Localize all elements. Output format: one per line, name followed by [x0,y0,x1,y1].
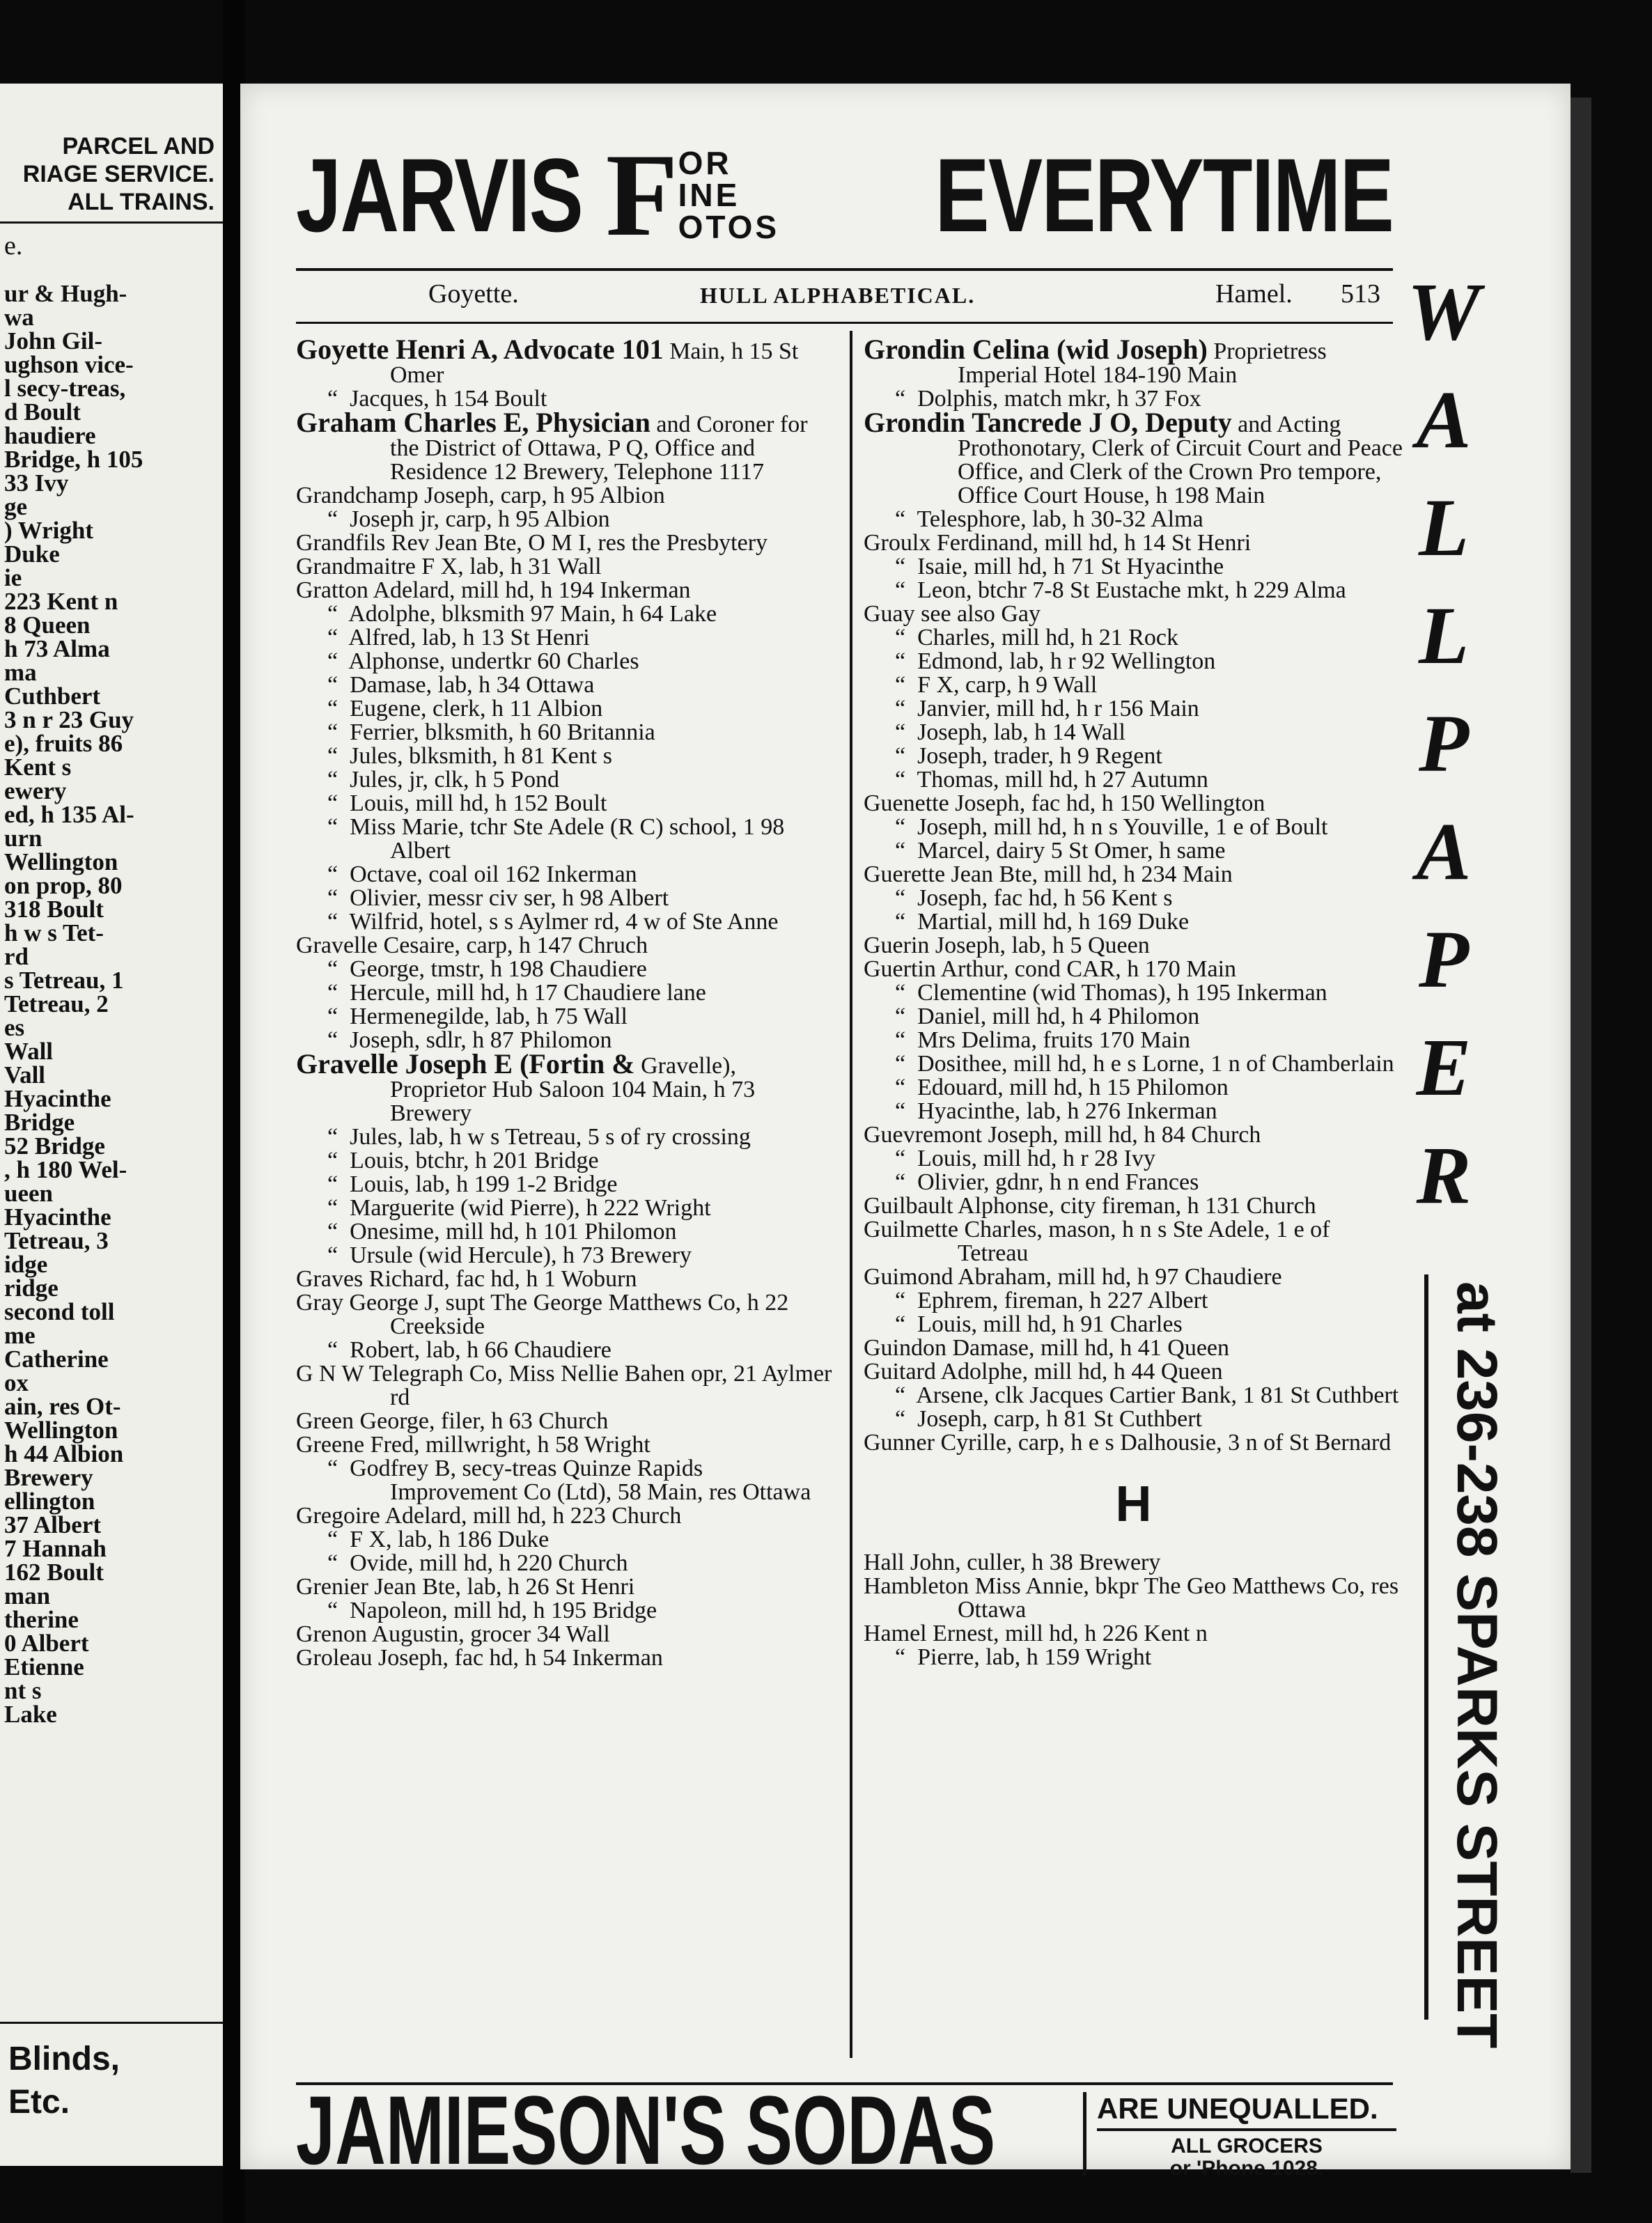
entry-text: “ Louis, lab, h 199 1-2 Bridge [327,1171,618,1197]
header-ad-jarvis: JARVIS [296,136,583,254]
adjacent-line: 52 Bridge [4,1132,105,1160]
adjacent-ad-line: PARCEL AND [62,133,215,159]
header-ad-stack-line: INE [678,177,740,213]
entry-text: Guilbault Alphonse, city fireman, h 131 Church [864,1193,1316,1219]
running-head-section: HULL ALPHABETICAL. [700,283,976,308]
entry-text: “ George, tmstr, h 198 Chaudiere [327,956,647,982]
entry-text: Hall John, culler, h 38 Brewery [864,1550,1161,1575]
adjacent-line: 162 Boult [4,1559,104,1586]
directory-entry-featured [864,407,1409,508]
adjacent-line: 37 Albert [4,1511,102,1538]
adjacent-line: wa [4,304,34,331]
adjacent-page-ad [0,84,223,224]
directory-entry [864,1360,1403,1384]
adjacent-line: ueen [4,1180,53,1207]
entry-text: “ Daniel, mill hd, h 4 Philomon [895,1004,1200,1029]
entry-text: “ F X, carp, h 9 Wall [895,672,1098,698]
entry-text: Grandmaitre F X, lab, h 31 Wall [296,554,602,579]
adjacent-line: 318 Boult [4,896,104,923]
directory-entry [864,602,1403,626]
directory-entry [296,1339,836,1362]
adjacent-line: d Boult [4,398,81,426]
directory-entry [864,816,1403,839]
entry-text: “ Isaie, mill hd, h 71 St Hyacinthe [895,554,1224,579]
entry-text: “ Adolphe, blksmith 97 Main, h 64 Lake [327,601,717,627]
adjacent-line: ain, res Ot- [4,1393,121,1420]
side-ad-letter: W [1407,266,1481,357]
directory-entry [864,958,1403,981]
directory-page [240,84,1571,2185]
entry-text: Grandchamp Joseph, carp, h 95 Albion [296,483,665,508]
adjacent-line: man [4,1582,51,1609]
directory-entry [296,1457,836,1504]
entry-text: Grandfils Rev Jean Bte, O M I, res the Presbytery [296,530,768,556]
adjacent-line: Tetreau, 3 [4,1227,109,1254]
adjacent-line: 3 n r 23 Guy [4,706,134,733]
entry-text: Greene Fred, millwright, h 58 Wright [296,1432,650,1458]
adjacent-line: es [4,1014,25,1041]
adjacent-line: h w s Tet- [4,919,104,946]
right-column-listing [864,334,1409,1670]
directory-entry [864,1551,1403,1575]
adjacent-line: therine [4,1606,79,1633]
entry-name: Graham Charles E, Physician [296,407,650,438]
directory-entry [864,626,1403,650]
directory-entry [296,531,836,555]
directory-entry [864,1575,1403,1622]
adjacent-line: ge [4,493,28,520]
adjacent-ad-line: ALL TRAINS. [68,189,215,215]
directory-entry [864,1029,1403,1052]
directory-entry [296,1125,836,1149]
entry-text: “ Alphonse, undertkr 60 Charles [327,648,639,674]
directory-entry [864,650,1403,673]
entry-text: Gregoire Adelard, mill hd, h 223 Church [296,1503,682,1529]
directory-entry [296,484,836,508]
section-letter: H [1115,1476,1152,1532]
directory-entry [296,555,836,579]
entry-text: “ Godfrey B, secy-treas Quinze Rapids Improvement Co (Ltd), 58 Main, res Ottawa [327,1456,811,1505]
entry-text: Guevremont Joseph, mill hd, h 84 Church [864,1122,1261,1148]
header-ad-stack-line: OR [678,145,732,181]
adjacent-line: 7 Hannah [4,1535,107,1562]
directory-entry-featured [864,334,1403,388]
directory-entry [864,531,1403,555]
running-head [296,273,1393,324]
page-number: 513 [1341,279,1380,309]
adjacent-line: John Gil- [4,327,103,354]
directory-entry [296,1528,836,1552]
directory-entry [296,1149,836,1173]
entry-text: “ Clementine (wid Thomas), h 195 Inkerman [895,980,1327,1006]
directory-entry [864,839,1403,863]
entry-text: “ Louis, mill hd, h 152 Boult [327,790,607,816]
adjacent-footer-line: Etc. [8,2084,70,2121]
directory-entry [296,816,836,863]
footer-advertisement [296,2075,1393,2185]
entry-text: “ Joseph, fac hd, h 56 Kent s [895,885,1173,911]
left-column-listing [296,334,838,1671]
directory-entry [296,1362,836,1410]
entry-text: “ Hercule, mill hd, h 17 Chaudiere lane [327,980,706,1006]
directory-entry [296,721,836,744]
directory-entry [864,1265,1403,1289]
directory-entry [296,1410,836,1433]
adjacent-line: ) Wright [4,517,94,544]
entry-text: “ Thomas, mill hd, h 27 Autumn [895,767,1208,793]
directory-entry [296,934,836,958]
entry-text: Hambleton Miss Annie, bkpr The Geo Matthews Co, res Ottawa [864,1573,1405,1623]
directory-entry [864,1100,1403,1123]
adjacent-line: 8 Queen [4,611,91,639]
directory-entry [864,1171,1403,1194]
directory-entry [296,697,836,721]
entry-text: “ Onesime, mill hd, h 101 Philomon [327,1219,677,1245]
entry-text: “ F X, lab, h 186 Duke [327,1527,550,1552]
adjacent-page-fragment [0,84,223,2166]
entry-text: “ Octave, coal oil 162 Inkerman [327,861,637,887]
column-divider [850,331,852,2058]
entry-text: Grenier Jean Bte, lab, h 26 St Henri [296,1574,635,1600]
adjacent-line: Hyacinthe [4,1085,111,1112]
adjacent-line: h 73 Alma [4,635,110,662]
directory-entry [296,508,836,531]
entry-text: “ Louis, mill hd, h r 28 Ivy [895,1146,1155,1171]
adjacent-line: e), fruits 86 [4,730,123,757]
directory-entry [864,744,1403,768]
directory-entry [296,768,836,792]
adjacent-line: s Tetreau, 1 [4,967,124,994]
entry-text: “ Miss Marie, tchr Ste Adele (R C) school, 1 98 Albert [327,814,789,864]
adjacent-line: 0 Albert [4,1630,89,1657]
directory-entry [864,508,1403,531]
adjacent-line: , h 180 Wel- [4,1156,127,1183]
entry-text: Gray George J, supt The George Matthews Co, h 22 Creekside [296,1290,795,1339]
directory-entry-featured [296,1048,836,1126]
adjacent-line: ridge [4,1274,59,1302]
directory-entry [864,887,1403,910]
directory-entry [296,1646,836,1670]
adjacent-ad-line: RIAGE SERVICE. [22,161,215,187]
entry-text: Hamel Ernest, mill hd, h 226 Kent n [864,1621,1208,1646]
directory-entry [864,555,1403,579]
adjacent-line: haudiere [4,422,96,449]
entry-text: “ Olivier, messr civ ser, h 98 Albert [327,885,669,911]
entry-text: Guenette Joseph, fac hd, h 150 Wellington [864,790,1265,816]
directory-entry [864,792,1403,816]
directory-entry [864,910,1403,934]
entry-text: Gravelle Cesaire, carp, h 147 Chruch [296,933,648,958]
entry-text: G N W Telegraph Co, Miss Nellie Bahen opr, 21 Aylmer rd [296,1361,838,1410]
adjacent-line: ughson vice- [4,351,134,378]
directory-entry [296,792,836,816]
running-head-last-entry: Hamel. [1215,279,1293,309]
adjacent-line: Wall [4,1038,54,1065]
entry-text: Graves Richard, fac hd, h 1 Woburn [296,1266,637,1292]
side-ad-letter: P [1418,914,1470,1005]
adjacent-line: ewery [4,777,67,804]
entry-text: “ Hyacinthe, lab, h 276 Inkerman [895,1098,1217,1124]
footer-ad-subline [1097,2135,1396,2180]
adjacent-line: Vall [4,1061,46,1089]
directory-entry [864,1431,1403,1455]
directory-entry [864,1336,1403,1360]
directory-entry [296,626,836,650]
entry-text: “ Jules, jr, clk, h 5 Pond [327,767,559,793]
entry-text: Proprietress Imperial Hotel 184-190 Main [958,338,1333,388]
entry-text: and Coroner for the District of Ottawa, P Q, Office and Residence 12 Brewery, Telephone 1117 [390,412,814,485]
directory-entry [864,1384,1403,1407]
entry-text: and Acting Prothonotary, Clerk of Circuit Court and Peace Office, and Clerk of the Crown Pro tempore, Office Court House, h 198 Main [958,412,1409,508]
adjacent-line: Bridge [4,1109,75,1136]
entry-text: “ Charles, mill hd, h 21 Rock [895,625,1179,650]
entry-text: “ Louis, mill hd, h 91 Charles [895,1311,1183,1337]
side-ad-wall-paper [1402,258,1486,1229]
directory-entry [296,981,836,1005]
entry-text: “ Janvier, mill hd, h r 156 Main [895,696,1199,722]
directory-entry [296,579,836,602]
entry-text: “ Jules, blksmith, h 81 Kent s [327,743,612,769]
entry-text: “ Edouard, mill hd, h 15 Philomon [895,1075,1229,1100]
directory-entry [296,1291,836,1339]
directory-entry [296,650,836,673]
adjacent-line: idge [4,1251,48,1278]
entry-text: “ Mrs Delima, fruits 170 Main [895,1027,1190,1053]
directory-entry [864,579,1403,602]
adjacent-line: Lake [4,1701,57,1728]
side-ad-letter: P [1418,698,1470,789]
entry-text: “ Marcel, dairy 5 St Omer, h same [895,838,1226,864]
side-ad-rule [1424,1274,1428,2020]
side-ad-letter: L [1418,590,1470,681]
directory-entry [864,1052,1403,1076]
entry-text: Gunner Cyrille, carp, h e s Dalhousie, 3 n of St Bernard [864,1430,1392,1456]
header-advertisement [296,122,1393,271]
adjacent-line: ed, h 135 Al- [4,801,134,828]
entry-text: “ Ephrem, fireman, h 227 Albert [895,1288,1208,1313]
entry-text: “ Wilfrid, hotel, s s Aylmer rd, 4 w of Ste Anne [327,909,779,935]
entry-name: Gravelle Joseph E (Fortin & [296,1048,635,1079]
directory-entry [296,887,836,910]
directory-entry [864,1289,1403,1313]
side-ad-letter: L [1418,482,1470,573]
header-ad-fine-fotos [605,130,780,260]
adjacent-line: ellington [4,1488,95,1515]
directory-entry [296,1196,836,1220]
entry-text: “ Dosithee, mill hd, h e s Lorne, 1 n of Chamberlain [895,1051,1394,1077]
directory-entry-featured [296,334,836,388]
entry-text: “ Hermenegilde, lab, h 75 Wall [327,1004,628,1029]
directory-entry [296,673,836,697]
directory-entry [296,1552,836,1575]
directory-entry [296,602,836,626]
directory-entry [864,768,1403,792]
entry-text: “ Joseph, lab, h 14 Wall [895,719,1125,745]
adjacent-listing [0,282,223,1726]
entry-text: “ Napoleon, mill hd, h 195 Bridge [327,1598,657,1623]
entry-name: Grondin Tancrede J O, Deputy [864,407,1232,438]
directory-entry [296,1575,836,1599]
header-ad-letter-f: F [605,130,678,260]
adjacent-line: 223 Kent n [4,588,118,615]
directory-entry [296,1005,836,1029]
directory-entry [864,1622,1403,1646]
directory-entry [864,697,1403,721]
directory-entry [864,1123,1403,1147]
side-ad-letter: E [1416,1022,1472,1113]
page-edge-shadow [1571,98,1591,2173]
directory-entry [864,721,1403,744]
entry-text: “ Eugene, clerk, h 11 Albion [327,696,603,722]
adjacent-line: nt s [4,1677,42,1704]
entry-text: Guertin Arthur, cond CAR, h 170 Main [864,956,1237,982]
directory-entry [296,1599,836,1623]
adjacent-line: 33 Ivy [4,469,69,497]
adjacent-line: urn [4,825,42,852]
entry-text: “ Joseph, trader, h 9 Regent [895,743,1162,769]
directory-entry [864,1005,1403,1029]
entry-text: Groleau Joseph, fac hd, h 54 Inkerman [296,1645,663,1671]
entry-text: Guerin Joseph, lab, h 5 Queen [864,933,1150,958]
entry-text: “ Joseph, carp, h 81 St Cuthbert [895,1406,1202,1432]
entry-text: Main, h 15 St Omer [390,338,804,388]
adjacent-line: second toll [4,1298,115,1325]
footer-ad-subline-1: ALL GROCERS [1171,2135,1323,2158]
adjacent-line: Bridge, h 105 [4,446,143,473]
adjacent-line: on prop, 80 [4,872,123,899]
side-ad-letter: A [1416,806,1472,897]
entry-text: Guimond Abraham, mill hd, h 97 Chaudiere [864,1264,1282,1290]
footer-ad-tagline: ARE UNEQUALLED. [1097,2092,1396,2131]
adjacent-line: Wellington [4,1417,118,1444]
adjacent-line: Brewery [4,1464,93,1491]
entry-text: “ Jules, lab, h w s Tetreau, 5 s of ry crossing [327,1124,751,1150]
adjacent-footer-ad [0,2022,223,2124]
entry-text: “ Telesphore, lab, h 30-32 Alma [895,506,1203,532]
entry-text: “ Jacques, h 154 Boult [327,386,547,412]
directory-entry [864,673,1403,697]
adjacent-line: ie [4,564,22,591]
directory-entry [864,1646,1403,1669]
entry-text: “ Marguerite (wid Pierre), h 222 Wright [327,1195,711,1221]
entry-text: Groulx Ferdinand, mill hd, h 14 St Henri [864,530,1252,556]
directory-entry [296,1623,836,1646]
directory-entry [296,1433,836,1457]
adjacent-running-head: e. [4,231,23,260]
entry-name: Goyette Henri A, Advocate 101 [296,334,664,365]
directory-entry [864,981,1403,1005]
entry-text: “ Arsene, clk Jacques Cartier Bank, 1 81 St Cuthbert [895,1382,1399,1408]
entry-text: Gravelle), Proprietor Hub Saloon 104 Main, h 73 Brewery [390,1053,761,1126]
running-head-first-entry: Goyette. [428,279,519,309]
adjacent-line: ma [4,659,37,686]
adjacent-line: Tetreau, 2 [4,990,109,1017]
adjacent-line: l secy-treas, [4,375,126,402]
directory-entry [864,934,1403,958]
adjacent-line: Wellington [4,848,118,875]
entry-text: “ Joseph, sdlr, h 87 Philomon [327,1027,612,1053]
adjacent-line: Hyacinthe [4,1203,111,1231]
directory-entry [296,958,836,981]
adjacent-line: ur & Hugh- [4,280,127,307]
entry-text: “ Louis, btchr, h 201 Bridge [327,1148,599,1173]
entry-text: “ Joseph, mill hd, h n s Youville, 1 e of Boult [895,814,1328,840]
directory-entry [296,744,836,768]
directory-entry [296,863,836,887]
header-ad-stack-line: OTOS [678,209,780,245]
entry-text: “ Alfred, lab, h 13 St Henri [327,625,590,650]
entry-text: Guay see also Gay [864,601,1041,627]
footer-ad-subline-2: or 'Phone 1028. [1169,2157,1324,2180]
adjacent-line: rd [4,943,29,970]
adjacent-line: Catherine [4,1346,109,1373]
entry-text: Green George, filer, h 63 Church [296,1408,609,1434]
side-ad-letter: A [1416,374,1472,465]
entry-text: “ Dolphis, match mkr, h 37 Fox [895,386,1201,412]
directory-entry [864,1076,1403,1100]
directory-entry [296,1220,836,1244]
directory-entry-featured [296,407,836,485]
adjacent-line: Duke [4,540,60,568]
directory-entry [296,910,836,934]
adjacent-line: Etienne [4,1653,84,1680]
side-ad-street: at 236-238 SPARKS STREET [1445,1281,1509,2049]
entry-text: “ Ferrier, blksmith, h 60 Britannia [327,719,655,745]
side-ad-letter: R [1416,1130,1472,1221]
adjacent-line: h 44 Albion [4,1440,124,1467]
entry-text: Guilmette Charles, mason, h n s Ste Adele, 1 e of Tetreau [864,1217,1336,1266]
directory-entry [864,1313,1403,1336]
entry-text: Guindon Damase, mill hd, h 41 Queen [864,1335,1230,1361]
footer-ad-main: JAMIESON'S SODAS [296,2075,996,2185]
entry-text: “ Robert, lab, h 66 Chaudiere [327,1337,611,1363]
entry-text: “ Ursule (wid Hercule), h 73 Brewery [327,1242,692,1268]
directory-entry [864,1147,1403,1171]
entry-text: “ Edmond, lab, h r 92 Wellington [895,648,1216,674]
entry-text: “ Joseph jr, carp, h 95 Albion [327,506,610,532]
header-ad-everytime: EVERYTIME [935,136,1393,254]
directory-entry [864,1194,1403,1218]
entry-text: Guitard Adolphe, mill hd, h 44 Queen [864,1359,1223,1384]
adjacent-footer-line: Blinds, [8,2041,120,2077]
header-ad-stack [678,147,780,243]
entry-text: Guerette Jean Bte, mill hd, h 234 Main [864,861,1233,887]
directory-entry [296,1173,836,1196]
entry-text: “ Martial, mill hd, h 169 Duke [895,909,1190,935]
entry-name: Grondin Celina (wid Joseph) [864,334,1208,365]
adjacent-line: Cuthbert [4,682,101,710]
entry-text: “ Leon, btchr 7-8 St Eustache mkt, h 229 Alma [895,577,1346,603]
adjacent-line: ox [4,1369,29,1396]
adjacent-line: me [4,1322,36,1349]
footer-ad-right [1097,2092,1396,2180]
adjacent-line: Kent s [4,754,72,781]
entry-text: Gratton Adelard, mill hd, h 194 Inkerman [296,577,691,603]
directory-entry [864,1218,1403,1265]
entry-text: “ Olivier, gdnr, h n end Frances [895,1169,1199,1195]
footer-ad-divider [1083,2092,1086,2176]
directory-entry [864,1407,1403,1431]
directory-entry [864,863,1403,887]
entry-text: “ Ovide, mill hd, h 220 Church [327,1550,628,1576]
directory-entry [296,1268,836,1291]
entry-text: “ Pierre, lab, h 159 Wright [895,1644,1152,1670]
directory-entry [296,1244,836,1268]
directory-entry [296,1504,836,1528]
entry-text: Grenon Augustin, grocer 34 Wall [296,1621,610,1647]
entry-text: “ Damase, lab, h 34 Ottawa [327,672,595,698]
